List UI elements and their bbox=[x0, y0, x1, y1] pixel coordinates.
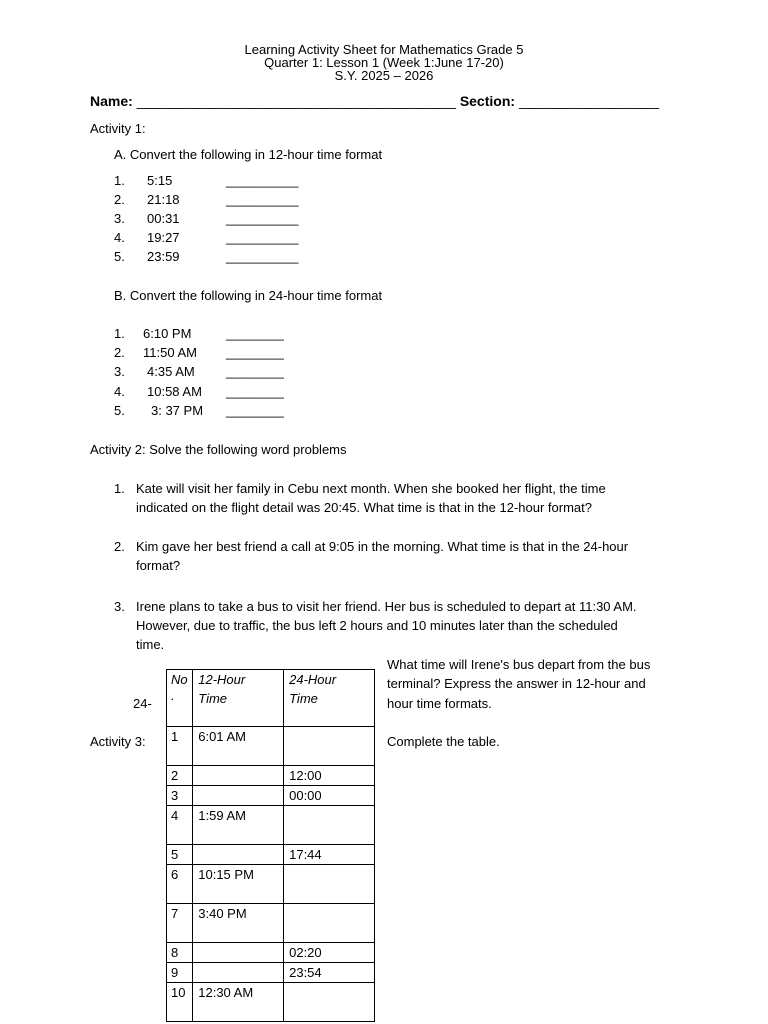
activity1-partB-heading: B. Convert the following in 24-hour time format bbox=[114, 288, 383, 303]
table-cell-no: 6 bbox=[167, 865, 193, 904]
problem-number: 2. bbox=[114, 539, 125, 554]
table-row bbox=[167, 904, 375, 943]
table-cell-24hour: 02:20 bbox=[284, 943, 375, 963]
list-item-value: 23:59 bbox=[147, 249, 180, 264]
problem-number: 1. bbox=[114, 481, 125, 496]
answer-blank[interactable]: __________ bbox=[226, 211, 299, 226]
answer-blank[interactable]: __________ bbox=[226, 173, 299, 188]
list-item-value: 10:58 AM bbox=[147, 384, 202, 399]
header-24hour-line2: Time bbox=[289, 691, 318, 706]
list-item-number: 5. bbox=[114, 249, 125, 264]
table-cell-24hour: 17:44 bbox=[284, 845, 375, 865]
table-cell-no: 8 bbox=[167, 943, 193, 963]
list-item-number: 4. bbox=[114, 230, 125, 245]
name-section-row bbox=[90, 93, 659, 109]
list-item-number: 3. bbox=[114, 211, 125, 226]
table-row bbox=[167, 865, 375, 904]
activity1-title: Activity 1: bbox=[90, 121, 146, 136]
list-item-value: 21:18 bbox=[147, 192, 180, 207]
list-item-value: 6:10 PM bbox=[143, 326, 192, 341]
table-row bbox=[167, 766, 375, 786]
list-item-value: 3: 37 PM bbox=[151, 403, 204, 418]
list-item-number: 1. bbox=[114, 326, 125, 341]
table-row bbox=[167, 943, 375, 963]
table-cell-24hour: 00:00 bbox=[284, 786, 375, 806]
activity3-instruction: Complete the table. bbox=[387, 734, 500, 749]
table-cell-12hour: 1:59 AM bbox=[193, 806, 284, 845]
section-blank[interactable]: __________________ bbox=[518, 93, 660, 109]
answer-blank[interactable]: ________ bbox=[226, 384, 284, 399]
table-header-12hour bbox=[193, 670, 284, 727]
table-cell-24hour[interactable] bbox=[284, 865, 375, 904]
list-item-number: 2. bbox=[114, 345, 125, 360]
name-label: Name: bbox=[90, 93, 133, 109]
problem-text-line: format? bbox=[136, 558, 181, 573]
table-cell-24hour[interactable] bbox=[284, 983, 375, 1022]
school-year: S.Y. 2025 – 2026 bbox=[334, 68, 434, 83]
table-header-no bbox=[167, 670, 193, 727]
lesson-line: Quarter 1: Lesson 1 (Week 1:June 17-20) bbox=[264, 55, 504, 70]
header-12hour-line2: Time bbox=[198, 691, 228, 706]
table-row bbox=[167, 727, 375, 766]
table-cell-24hour: 23:54 bbox=[284, 963, 375, 983]
answer-blank[interactable]: ________ bbox=[226, 326, 284, 341]
table-header-row bbox=[167, 670, 375, 727]
table-cell-no: 1 bbox=[167, 727, 193, 766]
table-cell-12hour: 6:01 AM bbox=[193, 727, 284, 766]
section-label: Section: bbox=[459, 93, 516, 109]
list-item-number: 3. bbox=[114, 364, 125, 379]
problem-text-line: However, due to traffic, the bus left 2 hours and 10 minutes later than the scheduled bbox=[136, 618, 618, 633]
table-cell-12hour[interactable] bbox=[193, 943, 284, 963]
table-cell-no: 7 bbox=[167, 904, 193, 943]
answer-blank[interactable]: ________ bbox=[226, 364, 284, 379]
activity2-title: Activity 2: Solve the following word problems bbox=[90, 442, 347, 457]
problem-3-continuation: terminal? Express the answer in 12-hour and bbox=[387, 676, 646, 691]
table-cell-12hour[interactable] bbox=[193, 963, 284, 983]
table-cell-24hour[interactable] bbox=[284, 806, 375, 845]
name-blank[interactable]: _________________________________________ bbox=[136, 93, 456, 109]
table-cell-12hour[interactable] bbox=[193, 766, 284, 786]
table-cell-12hour[interactable] bbox=[193, 786, 284, 806]
answer-blank[interactable]: ________ bbox=[226, 403, 284, 418]
list-item-value: 00:31 bbox=[147, 211, 180, 226]
table-cell-no: 3 bbox=[167, 786, 193, 806]
table-cell-12hour[interactable] bbox=[193, 845, 284, 865]
problem-3-continuation: hour time formats. bbox=[387, 696, 492, 711]
sheet-title: Learning Activity Sheet for Mathematics Grade 5 bbox=[244, 42, 524, 57]
table-cell-no: 5 bbox=[167, 845, 193, 865]
list-item-number: 2. bbox=[114, 192, 125, 207]
table-row bbox=[167, 845, 375, 865]
table-row bbox=[167, 806, 375, 845]
table-header-24hour bbox=[284, 670, 375, 727]
problem-text-line: Irene plans to take a bus to visit her friend. Her bus is scheduled to depart at 11:30 AM. bbox=[136, 599, 637, 614]
problem-3-fragment: 24- bbox=[133, 696, 152, 711]
activity3-title: Activity 3: bbox=[90, 734, 146, 749]
table-row bbox=[167, 786, 375, 806]
answer-blank[interactable]: __________ bbox=[226, 192, 299, 207]
list-item-value: 4:35 AM bbox=[147, 364, 195, 379]
table-cell-12hour: 10:15 PM bbox=[193, 865, 284, 904]
list-item-number: 5. bbox=[114, 403, 125, 418]
problem-3-continuation: What time will Irene's bus depart from the bus bbox=[387, 657, 651, 672]
header-no-dot: . bbox=[171, 688, 175, 703]
header-12hour-line1: 12-Hour bbox=[198, 672, 246, 687]
list-item-value: 5:15 bbox=[147, 173, 173, 188]
table-cell-24hour[interactable] bbox=[284, 904, 375, 943]
table-row bbox=[167, 963, 375, 983]
answer-blank[interactable]: ________ bbox=[226, 345, 284, 360]
time-conversion-table bbox=[166, 669, 375, 1022]
table-cell-no: 9 bbox=[167, 963, 193, 983]
table-cell-12hour: 3:40 PM bbox=[193, 904, 284, 943]
table-cell-12hour: 12:30 AM bbox=[193, 983, 284, 1022]
problem-text-line: Kim gave her best friend a call at 9:05 in the morning. What time is that in the 24-hour bbox=[136, 539, 629, 554]
table-cell-24hour: 12:00 bbox=[284, 766, 375, 786]
answer-blank[interactable]: __________ bbox=[226, 249, 299, 264]
answer-blank[interactable]: __________ bbox=[226, 230, 299, 245]
table-cell-no: 4 bbox=[167, 806, 193, 845]
table-cell-24hour[interactable] bbox=[284, 727, 375, 766]
problem-text-line: indicated on the flight detail was 20:45. What time is that in the 12-hour format? bbox=[136, 500, 592, 515]
header-no-text: No bbox=[171, 672, 188, 687]
problem-number: 3. bbox=[114, 599, 125, 614]
problem-text-line: Kate will visit her family in Cebu next month. When she booked her flight, the time bbox=[136, 481, 606, 496]
table-row bbox=[167, 983, 375, 1022]
list-item-value: 19:27 bbox=[147, 230, 180, 245]
list-item-value: 11:50 AM bbox=[143, 345, 197, 360]
table-cell-no: 2 bbox=[167, 766, 193, 786]
activity1-partA-heading: A. Convert the following in 12-hour time format bbox=[114, 147, 383, 162]
table-cell-no: 10 bbox=[167, 983, 193, 1022]
list-item-number: 1. bbox=[114, 173, 125, 188]
problem-text-line: time. bbox=[136, 637, 165, 652]
list-item-number: 4. bbox=[114, 384, 125, 399]
header-24hour-line1: 24-Hour bbox=[289, 672, 337, 687]
